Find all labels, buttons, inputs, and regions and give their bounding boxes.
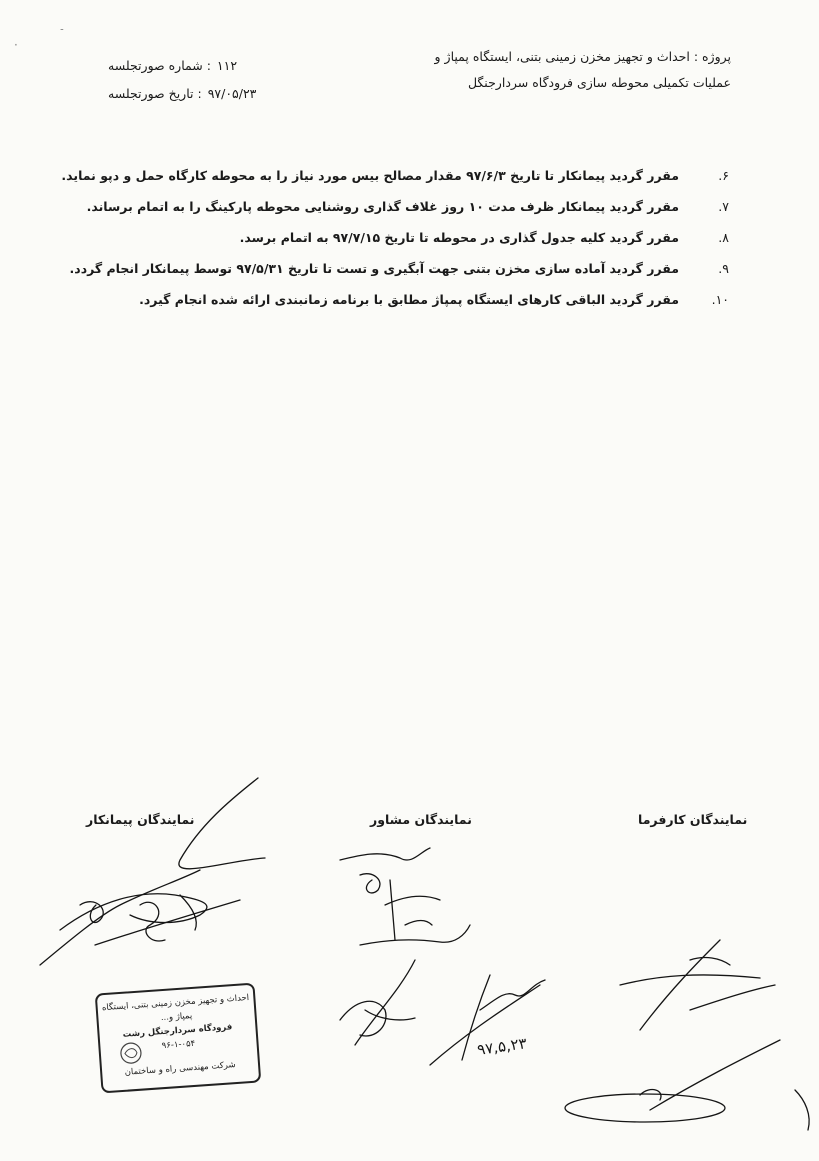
contractor-representatives-label: نمایندگان پیمانکار [86,812,195,827]
stamp-line2: فرودگاه سردارجنگل رشت [122,1022,233,1040]
company-stamp [95,983,262,1094]
employer-signature [565,940,809,1130]
item-text: مقرر گردید آماده سازی مخزن بتنی جهت آبگیری و تست تا تاریخ ۹۷/۵/۳۱ توسط پیمانکار انجام گردد. [69,261,679,276]
minutes-date-label: : تاریخ صورتجلسه [108,86,202,101]
item-number: ۶. [718,168,729,183]
consultant-representatives-label: نمایندگان مشاور [370,812,472,827]
stamp-line1: احداث و تجهیز مخزن زمینی بتنی، ایستگاه پمپاژ و... [101,992,250,1024]
stamp-line4: شرکت مهندسی راه و ساختمان [124,1060,236,1078]
contractor-signature [40,778,265,965]
item-text: مقرر گردید پیمانکار ظرف مدت ۱۰ روز غلاف گذاری روشنایی محوطه پارکینگ را به اتمام برساند. [86,199,679,214]
project-title-line2: عملیات تکمیلی محوطه سازی فرودگاه سردارجنگل [467,75,731,90]
item-text: مقرر گردید پیمانکار تا تاریخ ۹۷/۶/۳ مقدار مصالح بیس مورد نیاز را به محوطه کارگاه حمل و دپو نماید. [61,168,679,183]
consultant-handwritten-date: ۹۷,۵,۲۳ [476,1034,528,1059]
project-title-line1: پروژه : احداث و تجهیز مخزن زمینی بتنی، ایستگاه پمپاژ و [434,49,731,64]
minutes-number-label: : شماره صورتجلسه [108,58,211,73]
item-text: مقرر گردید الباقی کارهای ایستگاه پمپاژ مطابق با برنامه زمانبندی ارائه شده انجام گیرد. [139,292,679,307]
item-number: ۷. [718,199,729,214]
item-number: ۹. [718,261,729,276]
minutes-date-value: ۹۷/۰۵/۲۳ [207,86,257,101]
stamp-line3: ۹۶-۱-۰۵۴ [161,1038,196,1052]
minutes-number-value: ۱۱۲ [216,58,238,73]
item-text: مقرر گردید کلیه جدول گذاری در محوطه تا تاریخ ۹۷/۷/۱۵ به اتمام برسد. [239,230,679,245]
item-number: ۱۰. [711,292,729,307]
consultant-signature [340,848,545,1065]
employer-representatives-label: نمایندگان کارفرما [638,812,748,827]
item-number: ۸. [718,230,729,245]
scan-speck: · [14,38,18,52]
scan-speck: ˗ [60,22,64,36]
